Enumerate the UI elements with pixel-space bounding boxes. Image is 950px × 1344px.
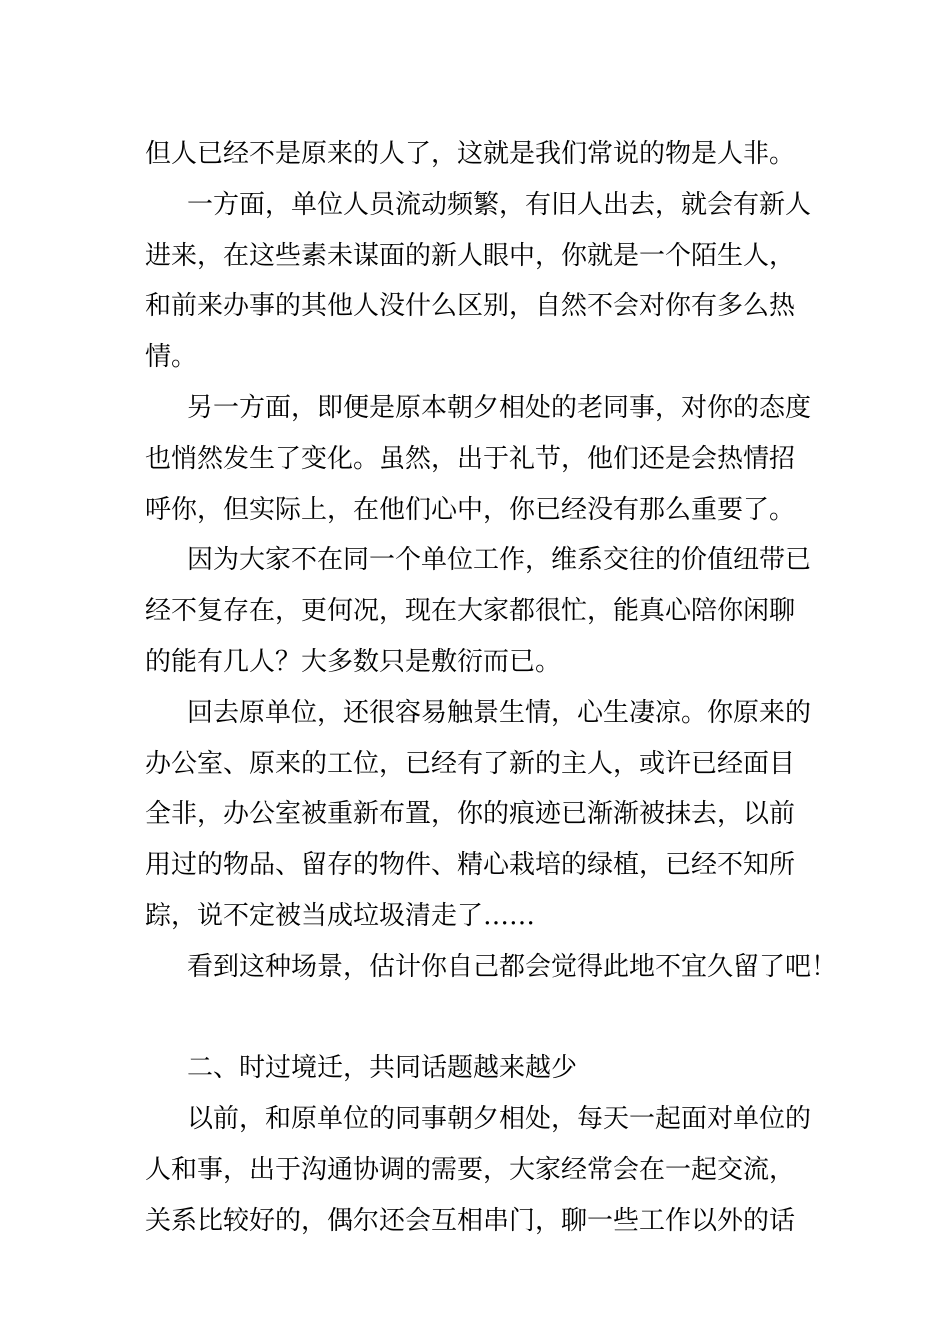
text-line-13: 办公室、原来的工位，已经有了新的主人，或许已经面目 [145, 748, 796, 779]
document-page [145, 129, 838, 1247]
text-line-15: 用过的物品、留存的物件、精心栽培的绿植，已经不知所 [145, 850, 796, 881]
text-line-4: 和前来办事的其他人没什么区别，自然不会对你有多么热 [145, 291, 796, 322]
text-line-17: 看到这种场景，估计你自己都会觉得此地不宜久留了吧！ [187, 951, 838, 982]
text-line-6: 另一方面，即便是原本朝夕相处的老同事，对你的态度 [187, 392, 812, 423]
text-line-2: 一方面，单位人员流动频繁，有旧人出去，就会有新人 [187, 189, 812, 220]
text-line-11: 的能有几人？大多数只是敷衍而已。 [145, 646, 562, 677]
text-line-12: 回去原单位，还很容易触景生情，心生凄凉。你原来的 [187, 697, 812, 728]
section-heading: 二、时过境迁，共同话题越来越少 [187, 1053, 578, 1084]
text-line-5: 情。 [145, 342, 198, 373]
text-line-3: 进来，在这些素未谋面的新人眼中，你就是一个陌生人， [145, 240, 796, 271]
text-line-10: 经不复存在，更何况，现在大家都很忙，能真心陪你闲聊 [145, 596, 796, 627]
text-line-19: 以前，和原单位的同事朝夕相处，每天一起面对单位的 [187, 1104, 812, 1135]
text-line-21: 关系比较好的，偶尔还会互相串门，聊一些工作以外的话 [145, 1205, 796, 1236]
text-line-1: 但人已经不是原来的人了，这就是我们常说的物是人非。 [145, 139, 796, 169]
text-line-14: 全非，办公室被重新布置，你的痕迹已渐渐被抹去，以前 [145, 799, 796, 830]
text-line-8: 呼你，但实际上，在他们心中，你已经没有那么重要了。 [145, 494, 796, 525]
text-line-20: 人和事，出于沟通协调的需要，大家经常会在一起交流， [145, 1154, 796, 1185]
text-line-9: 因为大家不在同一个单位工作，维系交往的价值纽带已 [187, 545, 812, 576]
text-line-16: 踪，说不定被当成垃圾清走了…… [145, 900, 536, 931]
blank-line [145, 993, 825, 1044]
text-line-7: 也悄然发生了变化。虽然，出于礼节，他们还是会热情招 [145, 443, 796, 474]
